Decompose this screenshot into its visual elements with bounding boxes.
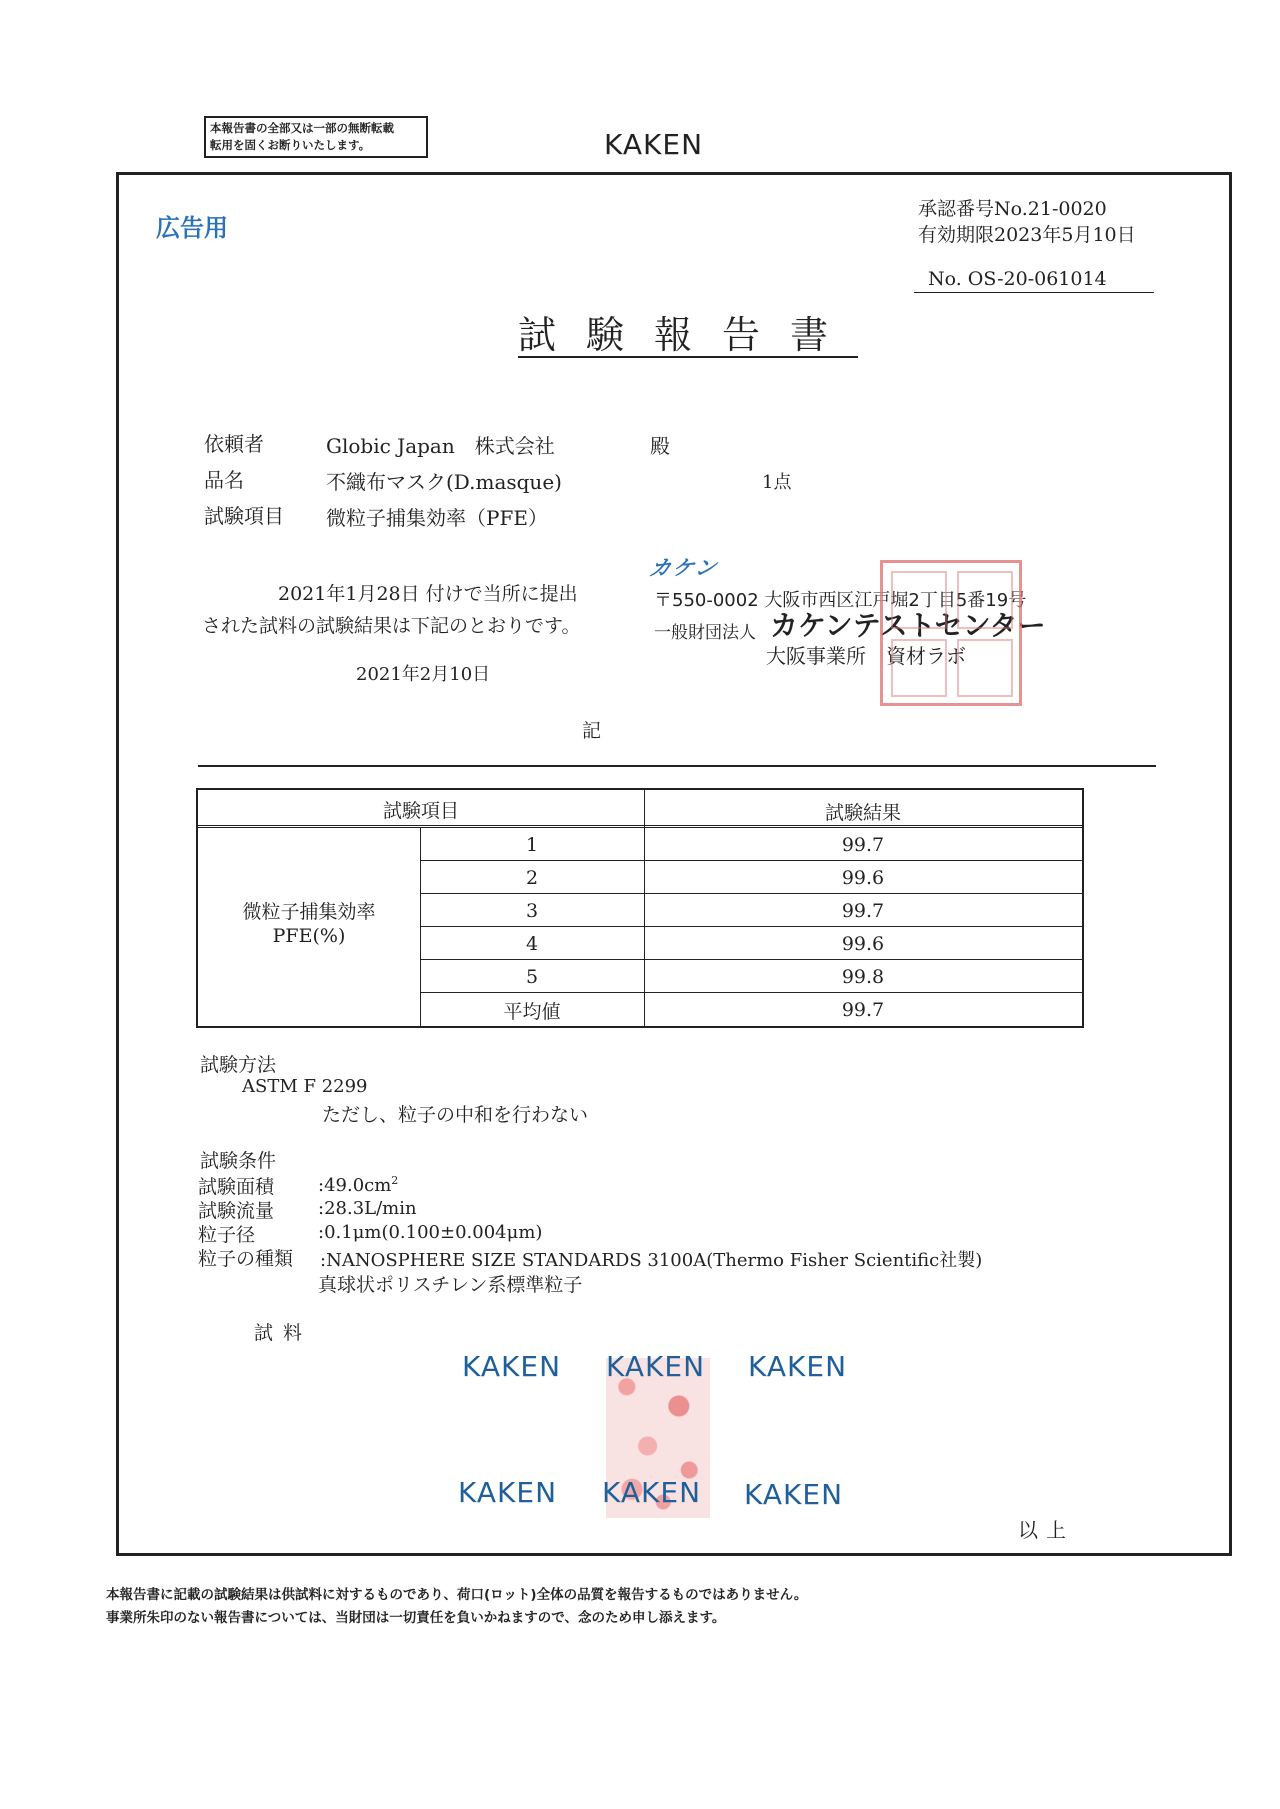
test-item-value: 微粒子捕集効率（PFE） [326,506,548,530]
footer-line-1: 本報告書に記載の試験結果は供試料に対するものであり、荷口(ロット)全体の品質を報告するものではありません。 [106,1587,808,1603]
row-value: 99.7 [841,900,885,922]
product-quantity: 1点 [762,472,792,493]
row-value: 99.7 [841,834,885,856]
report-number: No. OS-20-061014 [914,268,1154,293]
flow-value: :28.3L/min [318,1198,417,1219]
particle-type-label: 粒子の種類 [198,1248,294,1270]
product-value: 不織布マスク(D.masque) [326,470,562,494]
approval-block [918,196,1136,248]
method-heading: 試験方法 [200,1054,277,1076]
kaken-watermark: KAKEN [744,1478,844,1511]
issuer-address: 〒550-0002 大阪市西区江戸堀2丁目5番19号 [654,590,1027,611]
particle-size-value: :0.1μm(0.100±0.004μm) [318,1222,543,1243]
flow-label: 試験流量 [198,1200,275,1222]
kaken-watermark: KAKEN [602,1476,702,1509]
issuer-org-type: 一般財団法人 [654,623,756,643]
header-test-result: 試験結果 [824,802,901,824]
copyright-notice-box [204,116,428,158]
kaken-logo: カケン [647,556,721,580]
client-value: Globic Japan 株式会社 [326,434,555,458]
row-label: 4 [525,933,539,955]
header-test-item: 試験項目 [382,800,459,822]
test-item-label: 試験項目 [204,504,284,528]
ki-mark: 記 [582,720,602,742]
results-table [196,788,1084,1028]
item-name-line-1: 微粒子捕集効率 [242,901,376,923]
ad-label: 広告用 [156,214,228,242]
row-label: 1 [525,834,539,856]
row-label: 平均値 [503,1001,561,1023]
end-mark: 以上 [1018,1518,1074,1542]
method-note: ただし、粒子の中和を行わない [322,1104,589,1126]
issuer-org-name: カケンテストセンター [770,609,1046,642]
kaken-watermark: KAKEN [462,1350,562,1383]
divider-line [198,765,1156,767]
notice-line-1: 本報告書の全部又は一部の無断転載 [210,121,394,135]
client-label: 依頼者 [204,432,264,456]
particle-size-label: 粒子径 [198,1224,256,1246]
row-label: 5 [525,966,539,988]
method-standard: ASTM F 2299 [242,1076,368,1097]
issuer-office: 大阪事業所 資材ラボ [766,644,966,668]
red-seal-stamp [880,560,1022,706]
row-value: 99.6 [841,867,885,889]
sample-heading: 試料 [254,1322,313,1344]
statement-line-2: された試料の試験結果は下記のとおりです。 [202,615,581,637]
brand-header: KAKEN [604,128,704,161]
particle-type-value-2: 真球状ポリスチレン系標準粒子 [318,1274,583,1296]
area-value-text: :49.0cm [318,1175,392,1196]
particle-type-value: :NANOSPHERE SIZE STANDARDS 3100A(Thermo Fisher Scientific社製) [320,1250,983,1271]
valid-until: 有効期限2023年5月10日 [918,224,1136,246]
issue-date: 2021年2月10日 [356,664,491,685]
row-value: 99.8 [841,966,885,988]
statement-line-1: 2021年1月28日 付けで当所に提出 [278,583,578,605]
area-unit-superscript: 2 [391,1174,399,1187]
kaken-watermark: KAKEN [458,1476,558,1509]
row-label: 3 [525,900,539,922]
area-value [318,1174,398,1196]
notice-line-2: 転用を固くお断りいたします。 [210,138,371,152]
row-value: 99.6 [841,933,885,955]
report-title: 試験報告書 [518,313,859,357]
kaken-watermark: KAKEN [748,1350,848,1383]
item-name-cell [198,900,420,948]
kaken-watermark: KAKEN [606,1350,706,1383]
row-label: 2 [525,867,539,889]
row-value: 99.7 [841,999,885,1021]
area-label: 試験面積 [198,1176,275,1198]
approval-number: 承認番号No.21-0020 [918,198,1107,220]
conditions-heading: 試験条件 [200,1150,277,1172]
submission-statement [202,578,622,642]
footer-disclaimer [106,1584,807,1630]
client-honorific: 殿 [650,434,670,458]
item-name-line-2: PFE(%) [272,925,346,947]
footer-line-2: 事業所朱印のない報告書については、当財団は一切責任を負いかねますので、念のため申し添えます。 [106,1610,726,1626]
product-label: 品名 [204,468,244,492]
